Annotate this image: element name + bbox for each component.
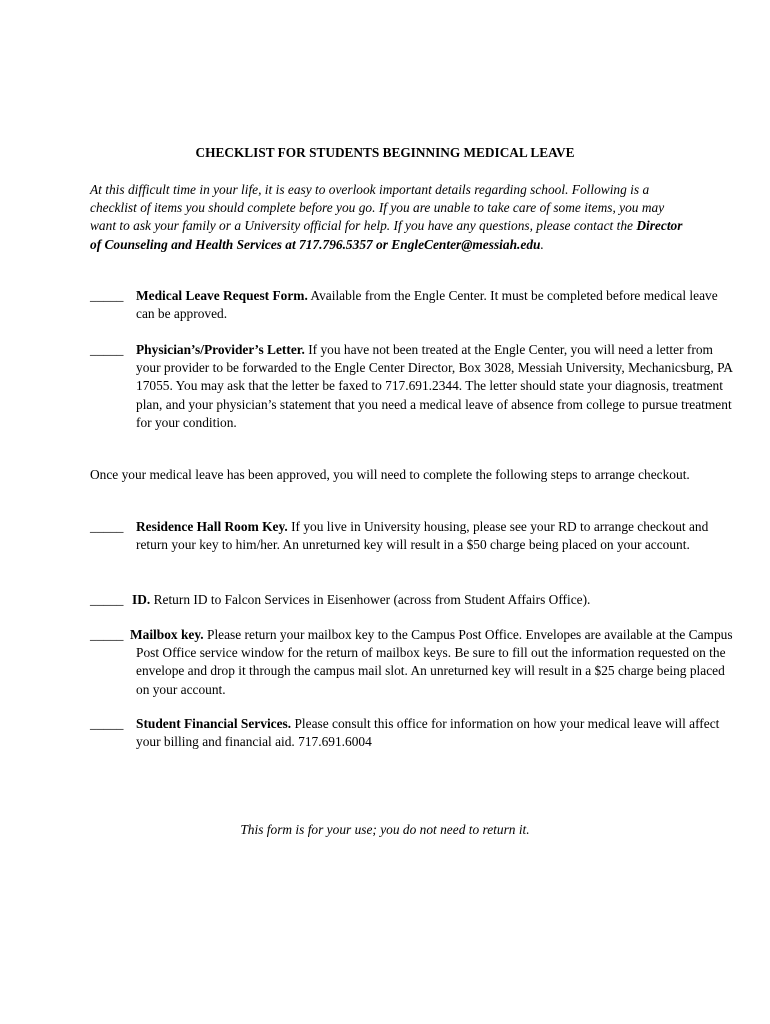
item-heading: Residence Hall Room Key. [136,519,288,534]
item-body: If you live in University housing, please see your RD to arrange checkout and return your key to him/her. An unreturned key will result in a $50 charge being placed on your account. [136,519,709,553]
checkbox-blank[interactable]: _____ [90,519,124,534]
checklist-item-financial-services [90,715,736,751]
checkbox-blank[interactable]: _____ [90,627,124,642]
footer-note: This form is for your use; you do not need to return it. [240,822,530,837]
item-heading: Mailbox key. [130,627,204,642]
item-body: Please consult this office for information on how your medical leave will affect your billing and financial aid. 717.691.6004 [136,716,720,750]
item-heading: ID. [132,592,151,607]
intro-text: At this difficult time in your life, it is easy to overlook important details regarding school. Following is a checklist of items you should complete before you go. If you are unable to take care of some items, you may want to ask your family or a University official for help. If you have any questions, please contact the [90,182,665,234]
intro-end: . [540,236,544,252]
item-body: Please return your mailbox key to the Campus Post Office. Envelopes are available at the Campus Post Office service window for the return of mailbox keys. Be sure to fill out the information requested on the envelope and drop it through the campus mail slot. An unreturned key will result in a $25 charge being placed on your account. [136,627,733,697]
item-body: If you have not been treated at the Engle Center, you will need a letter from your provider to be forwarded to the Engle Center Director, Box 3028, Messiah University, Mechanicsburg, PA 17055. You may ask that the letter be faxed to 717.691.2344. The letter should state your diagnosis, treatment plan, and your physician’s statement that you need a medical leave of absence from college to pursue treatment for your condition. [136,342,733,430]
item-heading: Physician’s/Provider’s Letter. [136,342,305,357]
checklist-item-room-key [90,518,736,554]
item-body: Available from the Engle Center. It must be completed before medical leave can be approved. [136,288,718,322]
checklist-item-mailbox-key [90,626,736,699]
checklist-item-provider-letter [90,341,736,432]
contact-info: Director of Counseling and Health Services at 717.796.5357 or EngleCenter@messiah.edu [90,218,683,252]
item-heading: Medical Leave Request Form. [136,288,308,303]
page-title: CHECKLIST FOR STUDENTS BEGINNING MEDICAL LEAVE [195,145,575,160]
checklist-item-medical-leave-form [90,287,736,323]
checklist-item-id [90,591,736,609]
checkbox-blank[interactable]: _____ [90,342,124,357]
checkbox-blank[interactable]: _____ [90,592,124,607]
item-heading: Student Financial Services. [136,716,292,731]
intro-paragraph [90,181,690,254]
item-body: Return ID to Falcon Services in Eisenhower (across from Student Affairs Office). [150,592,591,607]
checkbox-blank[interactable]: _____ [90,288,124,303]
approval-note: Once your medical leave has been approved, you will need to complete the following steps to arrange checkout. [90,467,690,482]
checkbox-blank[interactable]: _____ [90,716,124,731]
